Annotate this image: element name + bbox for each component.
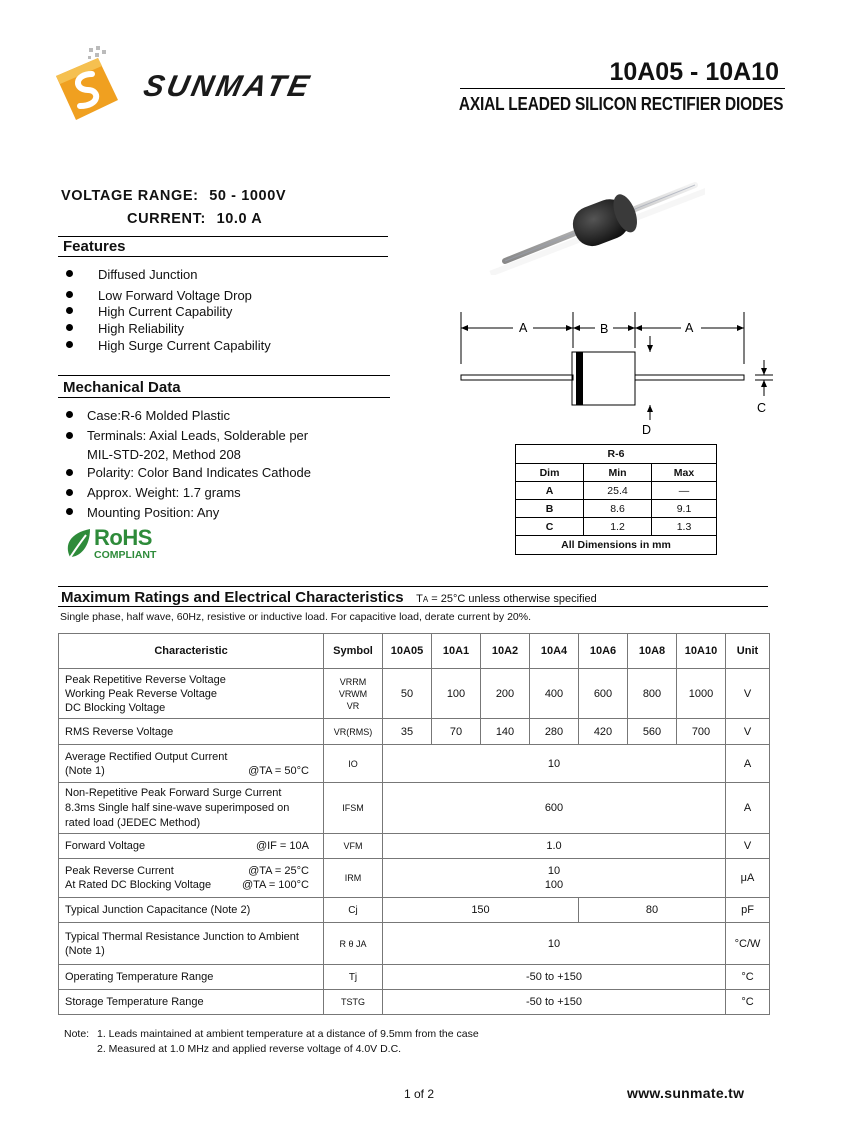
value-cell: 420 <box>579 719 628 745</box>
characteristic-cell: Operating Temperature Range <box>59 965 324 990</box>
characteristic-cell: Storage Temperature Range <box>59 990 324 1015</box>
characteristic-cell <box>59 783 324 834</box>
value-cell: 10 <box>383 923 726 965</box>
table-row <box>516 482 717 500</box>
characteristic-cell: RMS Reverse Voltage <box>59 719 324 745</box>
table-row <box>59 669 770 719</box>
table-row <box>59 859 770 898</box>
char-line: (Note 1) <box>65 764 105 777</box>
unit-cell: °C/W <box>726 923 770 965</box>
table-row <box>59 719 770 745</box>
table-row <box>59 965 770 990</box>
features-heading: Features <box>63 238 126 255</box>
bullet-icon <box>66 489 73 496</box>
bullet-icon <box>66 469 73 476</box>
value-cell: 800 <box>628 669 677 719</box>
value-cell: 400 <box>530 669 579 719</box>
col-header: 10A1 <box>432 634 481 669</box>
dims-cell: 1.2 <box>584 518 652 536</box>
brand-wordmark: SUNMATE <box>140 70 315 103</box>
col-header: Characteristic <box>59 634 324 669</box>
ratings-heading-row <box>61 589 597 607</box>
symbol-cell: Cj <box>324 898 383 923</box>
char-line: Typical Thermal Resistance Junction to Ambient <box>65 930 299 943</box>
note-2: 2. Measured at 1.0 MHz and applied reverse voltage of 4.0V D.C. <box>97 1043 402 1055</box>
ratings-top-rule <box>58 586 768 587</box>
unit-cell: °C <box>726 965 770 990</box>
dims-cell: 25.4 <box>584 482 652 500</box>
list-item: Terminals: Axial Leads, Solderable per <box>87 428 309 443</box>
list-item: Diffused Junction <box>98 267 198 282</box>
unit-cell: pF <box>726 898 770 923</box>
bullet-icon <box>66 411 73 418</box>
value-cell: 100 <box>432 669 481 719</box>
dim-label-c: C <box>757 401 767 415</box>
table-row <box>59 898 770 923</box>
list-item: High Current Capability <box>98 304 233 319</box>
value-cell: 280 <box>530 719 579 745</box>
condition-sub: A <box>422 595 429 604</box>
char-line: Peak Repetitive Reverse Voltage <box>65 673 226 686</box>
mechanical-heading: Mechanical Data <box>63 379 181 396</box>
dim-label-b: B <box>600 322 609 336</box>
voltage-value: 50 - 1000V <box>209 188 287 204</box>
title-divider <box>460 88 785 89</box>
char-line: (Note 1) <box>65 944 105 957</box>
dims-cell: C <box>516 518 584 536</box>
mechanical-top-rule <box>58 375 390 376</box>
unit-cell: °C <box>726 990 770 1015</box>
symbol-cell: IFSM <box>324 783 383 834</box>
value-cell: 600 <box>579 669 628 719</box>
char-condition: @TA = 50°C <box>248 764 309 777</box>
dims-header: Dim <box>516 464 584 482</box>
col-header: 10A10 <box>677 634 726 669</box>
page-subtitle: AXIAL LEADED SILICON RECTIFIER DIODES <box>458 94 783 114</box>
characteristic-cell <box>59 745 324 783</box>
dimensions-table <box>515 444 717 555</box>
symbol-cell: Tj <box>324 965 383 990</box>
list-item: Mounting Position: Any <box>87 505 220 520</box>
rohs-badge <box>64 525 174 565</box>
logo <box>52 44 317 129</box>
value-cell: 50 <box>383 669 432 719</box>
symbol-cell: VR(RMS) <box>324 719 383 745</box>
bullet-icon <box>66 432 73 439</box>
dim-label-a-left: A <box>519 321 528 335</box>
table-row <box>516 500 717 518</box>
col-header: Symbol <box>324 634 383 669</box>
rohs-title: RoHS <box>94 525 152 550</box>
page-number: 1 of 2 <box>404 1087 435 1101</box>
ratings-heading: Maximum Ratings and Electrical Characteristics <box>61 589 404 606</box>
char-line: 8.3ms Single half sine-wave superimposed on <box>65 801 290 814</box>
list-item: MIL-STD-202, Method 208 <box>87 447 241 462</box>
bullet-icon <box>66 341 73 348</box>
value-cell: 80 <box>579 898 726 923</box>
value-cell: -50 to +150 <box>383 990 726 1015</box>
bullet-icon <box>66 324 73 331</box>
list-item: Low Forward Voltage Drop <box>98 288 252 303</box>
bullet-icon <box>66 508 73 515</box>
diode-photo <box>485 175 705 275</box>
dim-label-a-right: A <box>685 321 694 335</box>
features-bottom-rule <box>58 256 388 257</box>
unit-cell: μA <box>726 859 770 898</box>
value-cell: 140 <box>481 719 530 745</box>
table-row <box>59 923 770 965</box>
condition-t: T <box>416 593 423 605</box>
characteristic-cell <box>59 669 324 719</box>
website-link[interactable]: www.sunmate.tw <box>627 1085 745 1101</box>
unit-cell: A <box>726 745 770 783</box>
table-row <box>59 990 770 1015</box>
symbol-cell <box>324 669 383 719</box>
dims-header: Min <box>584 464 652 482</box>
characteristic-cell <box>59 834 324 859</box>
char-line: DC Blocking Voltage <box>65 701 166 714</box>
table-header-row <box>59 634 770 669</box>
ratings-condition <box>416 593 597 605</box>
col-header: Unit <box>726 634 770 669</box>
unit-cell: V <box>726 719 770 745</box>
list-item: High Reliability <box>98 321 184 336</box>
dims-cell: B <box>516 500 584 518</box>
value-cell <box>383 859 726 898</box>
unit-cell: V <box>726 669 770 719</box>
bullet-icon <box>66 291 73 298</box>
value-line: 10 <box>547 865 561 877</box>
value-cell: 10 <box>383 745 726 783</box>
voltage-label: VOLTAGE RANGE: <box>61 188 199 204</box>
value-cell: -50 to +150 <box>383 965 726 990</box>
value-line: 100 <box>544 879 564 891</box>
dims-footer: All Dimensions in mm <box>516 536 717 555</box>
symbol-cell: R θ JA <box>324 923 383 965</box>
list-item: High Surge Current Capability <box>98 338 271 353</box>
bullet-icon <box>66 270 73 277</box>
char-line: Working Peak Reverse Voltage <box>65 687 218 700</box>
dim-label-d: D <box>642 423 652 437</box>
value-cell: 150 <box>383 898 579 923</box>
char-condition: @TA = 100°C <box>241 879 309 891</box>
value-cell: 35 <box>383 719 432 745</box>
note-1: 1. Leads maintained at ambient temperature at a distance of 9.5mm from the case <box>97 1028 479 1040</box>
current-rating <box>127 211 262 227</box>
value-cell: 560 <box>628 719 677 745</box>
table-row <box>59 783 770 834</box>
list-item: Approx. Weight: 1.7 grams <box>87 485 241 500</box>
col-header: 10A05 <box>383 634 432 669</box>
char-line: rated load (JEDEC Method) <box>65 816 201 829</box>
col-header: 10A8 <box>628 634 677 669</box>
char-line: Peak Reverse Current <box>65 865 174 877</box>
symbol-cell: VFM <box>324 834 383 859</box>
value-cell: 200 <box>481 669 530 719</box>
condition-rest: = 25°C unless otherwise specified <box>428 593 597 605</box>
symbol-cell: TSTG <box>324 990 383 1015</box>
note-prefix: Note: <box>64 1028 90 1040</box>
col-header: 10A2 <box>481 634 530 669</box>
value-cell: 1000 <box>677 669 726 719</box>
table-row <box>59 745 770 783</box>
list-item: Polarity: Color Band Indicates Cathode <box>87 465 312 480</box>
current-value: 10.0 A <box>216 211 263 227</box>
mechanical-bottom-rule <box>58 397 390 398</box>
leaf-icon <box>64 527 94 563</box>
logo-icon <box>52 44 132 129</box>
symbol-line: VRRM <box>339 676 367 687</box>
rohs-subtitle: COMPLIANT <box>94 549 157 561</box>
symbol-line: VRWM <box>338 688 368 699</box>
characteristic-cell <box>59 923 324 965</box>
dims-cell: 8.6 <box>584 500 652 518</box>
char-line: At Rated DC Blocking Voltage <box>65 879 212 891</box>
value-cell: 1.0 <box>383 834 726 859</box>
dims-cell: 1.3 <box>652 518 717 536</box>
char-line: Non-Repetitive Peak Forward Surge Current <box>65 786 282 799</box>
characteristic-cell <box>59 859 324 898</box>
dims-cell: 9.1 <box>652 500 717 518</box>
char-condition: @IF = 10A <box>255 840 309 852</box>
current-label: CURRENT: <box>127 211 206 227</box>
ratings-note: Single phase, half wave, 60Hz, resistive or inductive load. For capacitive load, derate current by 20%. <box>60 611 531 623</box>
char-line: Forward Voltage <box>65 840 146 852</box>
unit-cell: V <box>726 834 770 859</box>
dims-package: R-6 <box>516 445 717 464</box>
symbol-cell: IRM <box>324 859 383 898</box>
characteristic-cell: Typical Junction Capacitance (Note 2) <box>59 898 324 923</box>
bullet-icon <box>66 307 73 314</box>
symbol-cell: IO <box>324 745 383 783</box>
features-top-rule <box>58 236 388 237</box>
dims-cell: A <box>516 482 584 500</box>
list-item: Case:R-6 Molded Plastic <box>87 408 231 423</box>
col-header: 10A4 <box>530 634 579 669</box>
ratings-bottom-rule <box>58 606 768 607</box>
value-cell: 600 <box>383 783 726 834</box>
value-cell: 700 <box>677 719 726 745</box>
dims-cell: — <box>652 482 717 500</box>
char-condition: @TA = 25°C <box>248 865 309 877</box>
voltage-range <box>61 188 286 204</box>
char-line: Average Rectified Output Current <box>65 750 228 763</box>
symbol-line: VR <box>346 700 360 711</box>
dims-header: Max <box>652 464 717 482</box>
col-header: 10A6 <box>579 634 628 669</box>
ratings-table <box>58 633 770 1015</box>
unit-cell: A <box>726 783 770 834</box>
table-row <box>516 518 717 536</box>
table-row <box>59 834 770 859</box>
part-number: 10A05 - 10A10 <box>609 58 779 86</box>
value-cell: 70 <box>432 719 481 745</box>
dimension-drawing <box>455 308 785 438</box>
